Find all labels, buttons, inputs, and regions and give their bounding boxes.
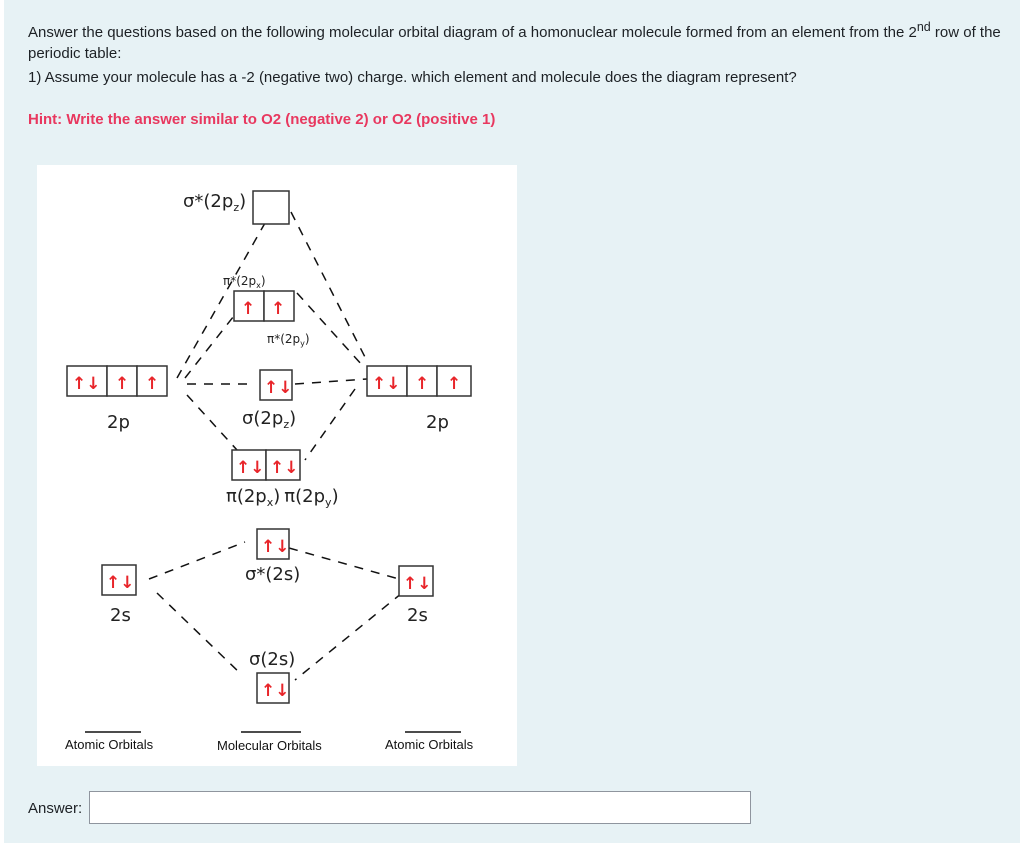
label-pi-2px-2py: $\pi(2p_x)$ $\pi(2p_y)$ — [226, 486, 339, 509]
electron-pi-star-2px: ↑ — [241, 299, 256, 319]
connector-lines — [149, 212, 402, 680]
caption-atomic-orbitals-left: Atomic Orbitals — [65, 737, 154, 752]
hint-text: Hint: Write the answer similar to O2 (negative 2) or O2 (positive 1) — [28, 111, 496, 128]
electron-sigma-star-2s: ↑↓ — [261, 537, 290, 557]
electron-left-2p-2: ↑ — [115, 374, 130, 394]
answer-input[interactable] — [89, 791, 751, 824]
mo-diagram — [37, 165, 517, 766]
label-pi-star-2py: $\pi*(2p_y)$ — [267, 332, 310, 348]
label-right-2p: 2p — [426, 412, 449, 433]
electron-pi-2px: ↑↓ — [236, 458, 265, 478]
electron-left-2p-3: ↑ — [145, 374, 160, 394]
label-sigma-2s: σ(2s) — [249, 649, 296, 670]
electron-right-2p-3: ↑ — [447, 374, 462, 394]
label-right-2s: 2s — [407, 605, 428, 626]
electron-sigma-2pz: ↑↓ — [264, 378, 293, 398]
electron-right-2p-2: ↑ — [415, 374, 430, 394]
electron-pi-2py: ↑↓ — [270, 458, 299, 478]
question-intro: Answer the questions based on the following molecular orbital diagram of a homonuclear molecule formed from an element from the 2nd row of the periodic table: — [28, 20, 1001, 62]
label-sigma-star-2pz: $\sigma*(2p_z)$ — [183, 191, 247, 214]
electron-right-2s: ↑↓ — [403, 574, 432, 594]
question-panel — [4, 0, 1020, 843]
caption-atomic-orbitals-right: Atomic Orbitals — [385, 737, 474, 752]
label-left-2p: 2p — [107, 412, 130, 433]
electron-pi-star-2py: ↑ — [271, 299, 286, 319]
electron-right-2p-1: ↑↓ — [372, 374, 401, 394]
label-sigma-2pz: $\sigma(2p_z)$ — [242, 408, 297, 431]
answer-label: Answer: — [28, 800, 83, 817]
orbital-sigma-star-2pz — [253, 191, 289, 224]
electron-sigma-2s: ↑↓ — [261, 681, 290, 701]
caption-molecular-orbitals: Molecular Orbitals — [217, 738, 322, 753]
label-left-2s: 2s — [110, 605, 131, 626]
label-pi-star-2px: $\pi*(2p_x)$ — [223, 274, 266, 290]
mo-diagram-svg — [37, 165, 517, 766]
electron-left-2s: ↑↓ — [106, 573, 135, 593]
label-sigma-star-2s: σ*(2s) — [245, 564, 301, 585]
electron-left-2p-1: ↑↓ — [72, 374, 101, 394]
question-1: 1) Assume your molecule has a -2 (negative two) charge. which element and molecule does the diagram represent? — [28, 69, 797, 86]
